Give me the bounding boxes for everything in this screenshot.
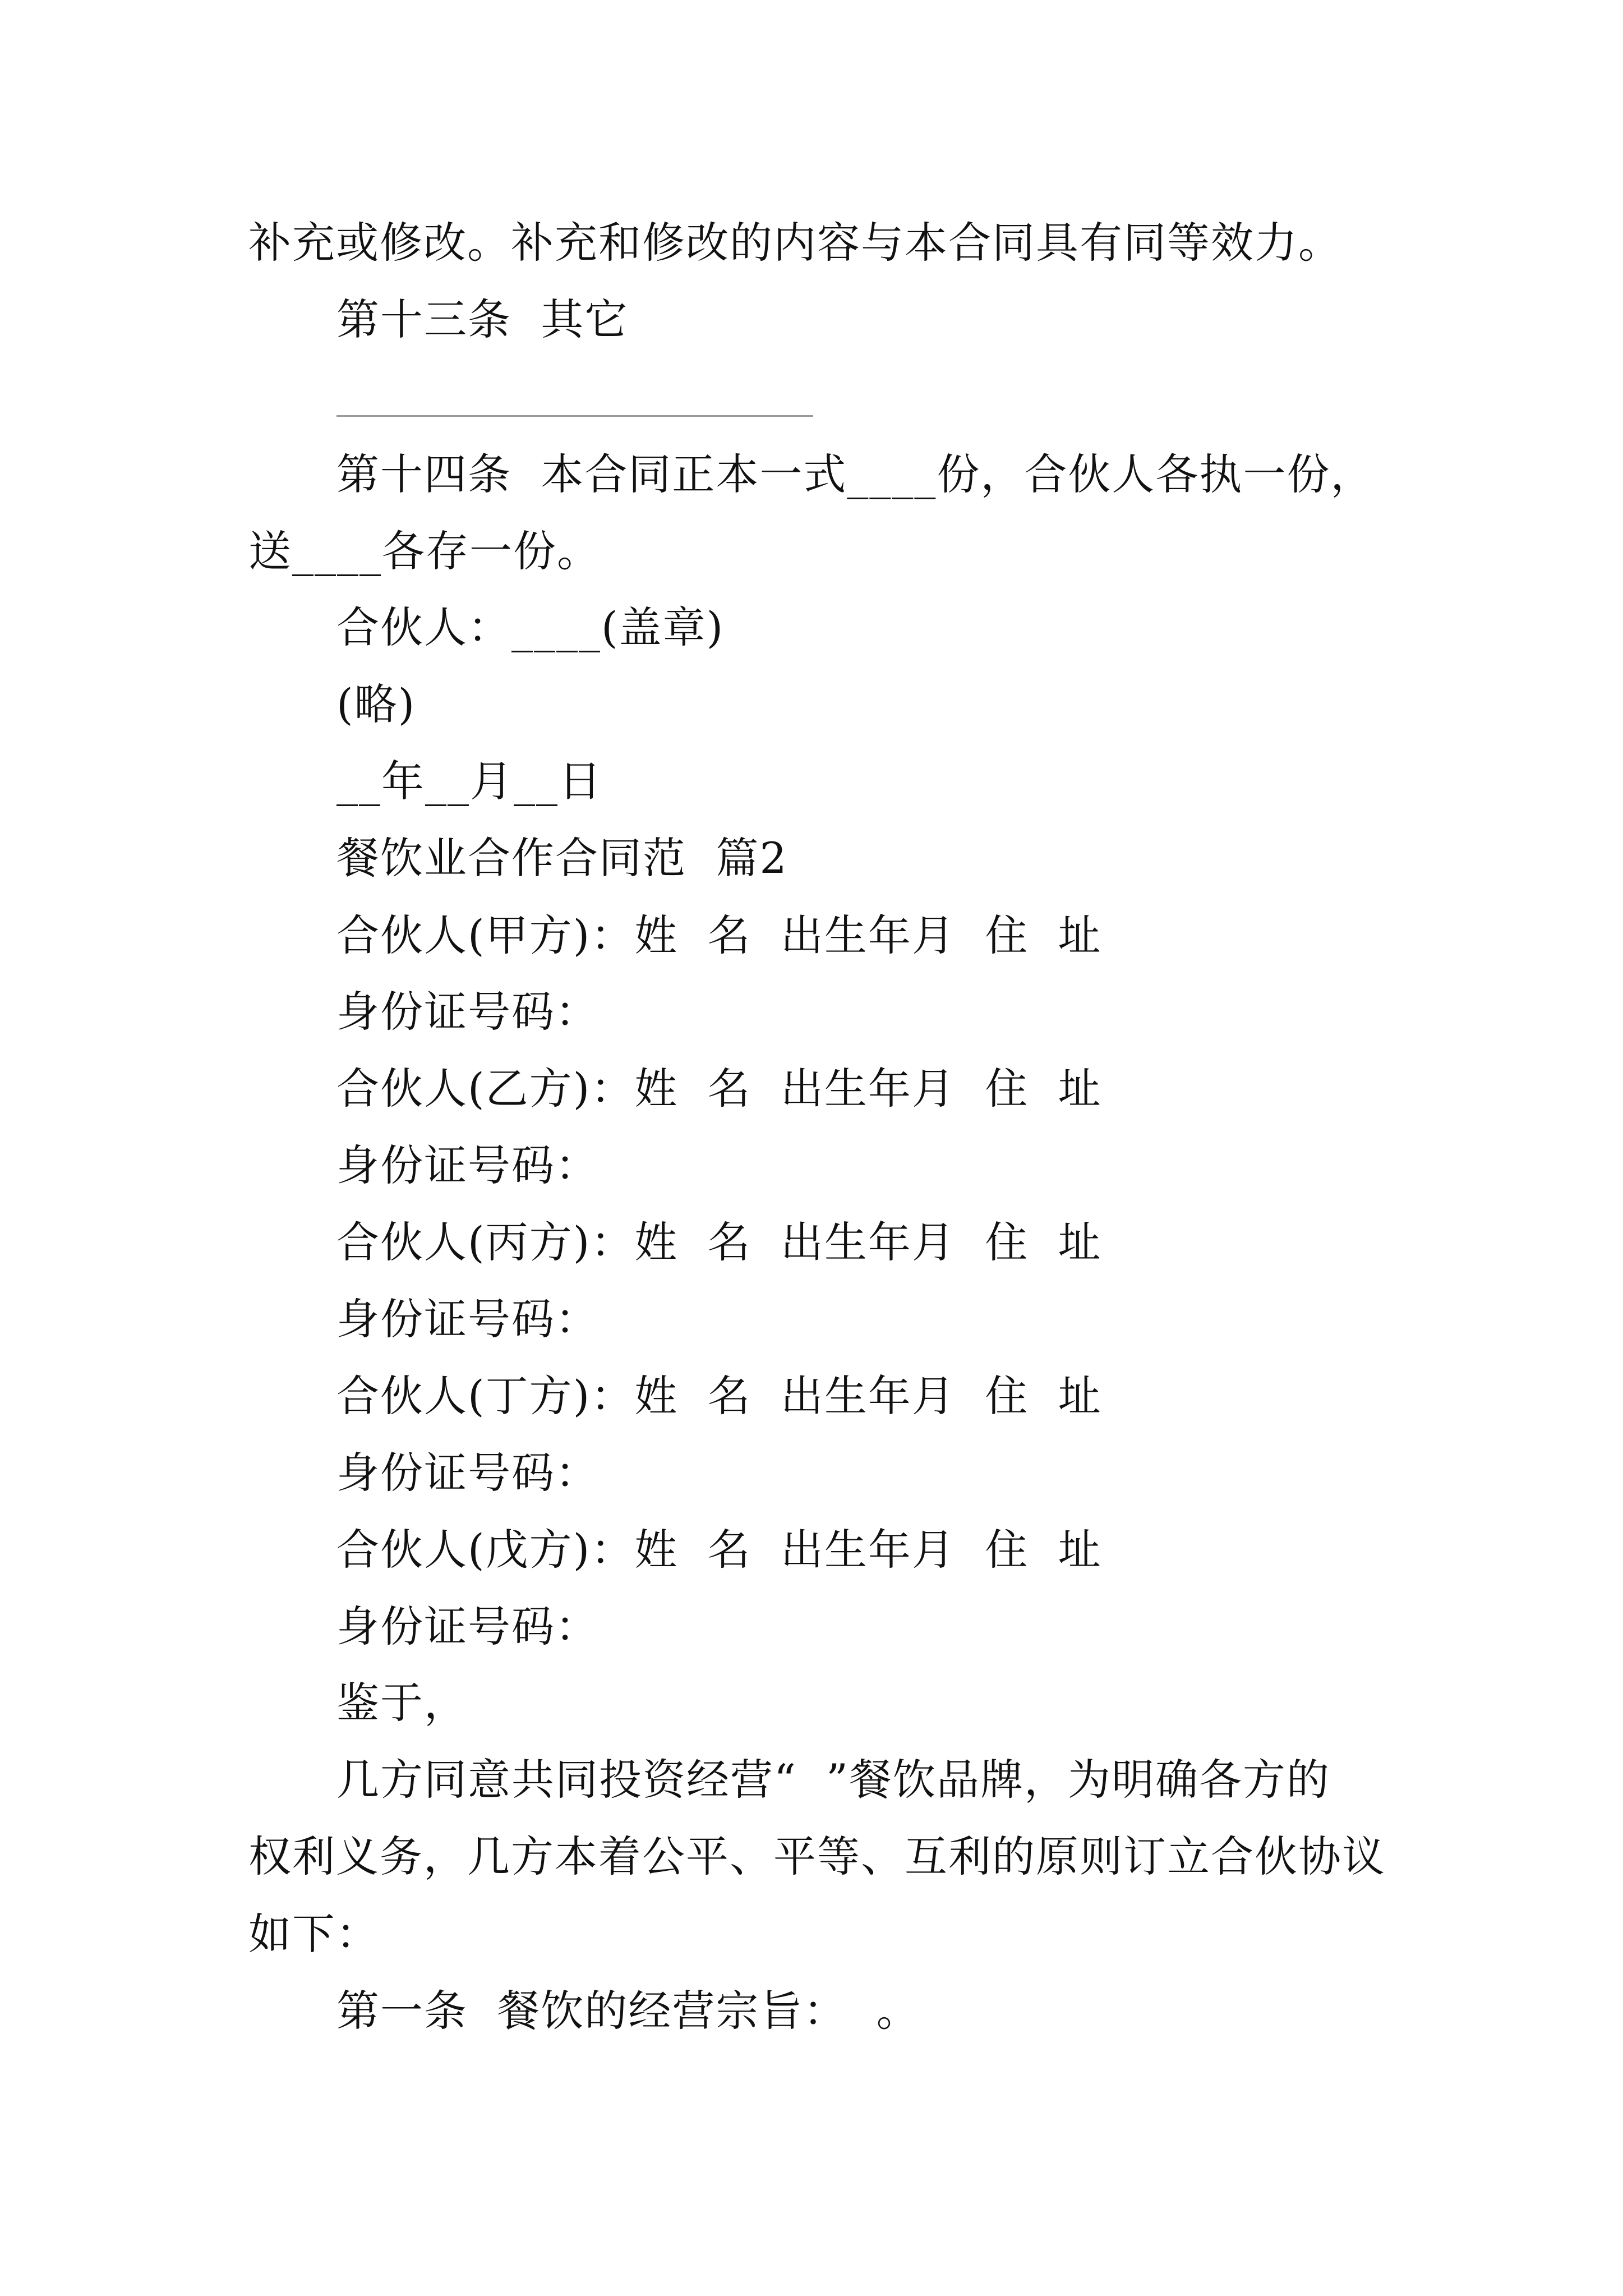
partner-e-line: 合伙人(戊方)：姓 名 出生年月 住 址 [336,1525,1102,1575]
partner-seal-line: 合伙人：____(盖章) [336,602,725,652]
paragraph-line: 送____各存一份。 [248,526,601,576]
partner-c-line: 合伙人(丙方)：姓 名 出生年月 住 址 [336,1217,1102,1267]
article-1-line: 第一条 餐饮的经营宗旨： 。 [336,1986,920,2036]
article-14-line: 第十四条 本合同正本一式____份，合伙人各执一份， [336,449,1375,499]
id-number-line: 身份证号码： [336,1448,599,1498]
partner-a-line: 合伙人(甲方)：姓 名 出生年月 住 址 [336,910,1102,960]
whereas-line: 鉴于， [336,1678,468,1728]
paragraph-line: 几方同意共同投资经营“ ”餐饮品牌，为明确各方的 [336,1755,1331,1805]
id-number-line: 身份证号码： [336,1140,599,1190]
partner-d-line: 合伙人(丁方)：姓 名 出生年月 住 址 [336,1371,1102,1421]
date-line: __年__月__日 [336,756,602,806]
blank-fill-line [336,415,813,417]
id-number-line: 身份证号码： [336,1294,599,1344]
article-13-heading: 第十三条 其它 [336,295,629,344]
omitted-note: (略) [336,679,416,729]
partner-b-line: 合伙人(乙方)：姓 名 出生年月 住 址 [336,1064,1102,1114]
id-number-line: 身份证号码： [336,1602,599,1651]
paragraph-line: 补充或修改。补充和修改的内容与本合同具有同等效力。 [248,218,1342,268]
paragraph-line: 权利义务，几方本着公平、平等、互利的原则订立合伙协议 [248,1832,1386,1881]
section-title: 餐饮业合作合同范 篇2 [336,833,788,883]
id-number-line: 身份证号码： [336,987,599,1037]
paragraph-line: 如下： [248,1909,380,1959]
